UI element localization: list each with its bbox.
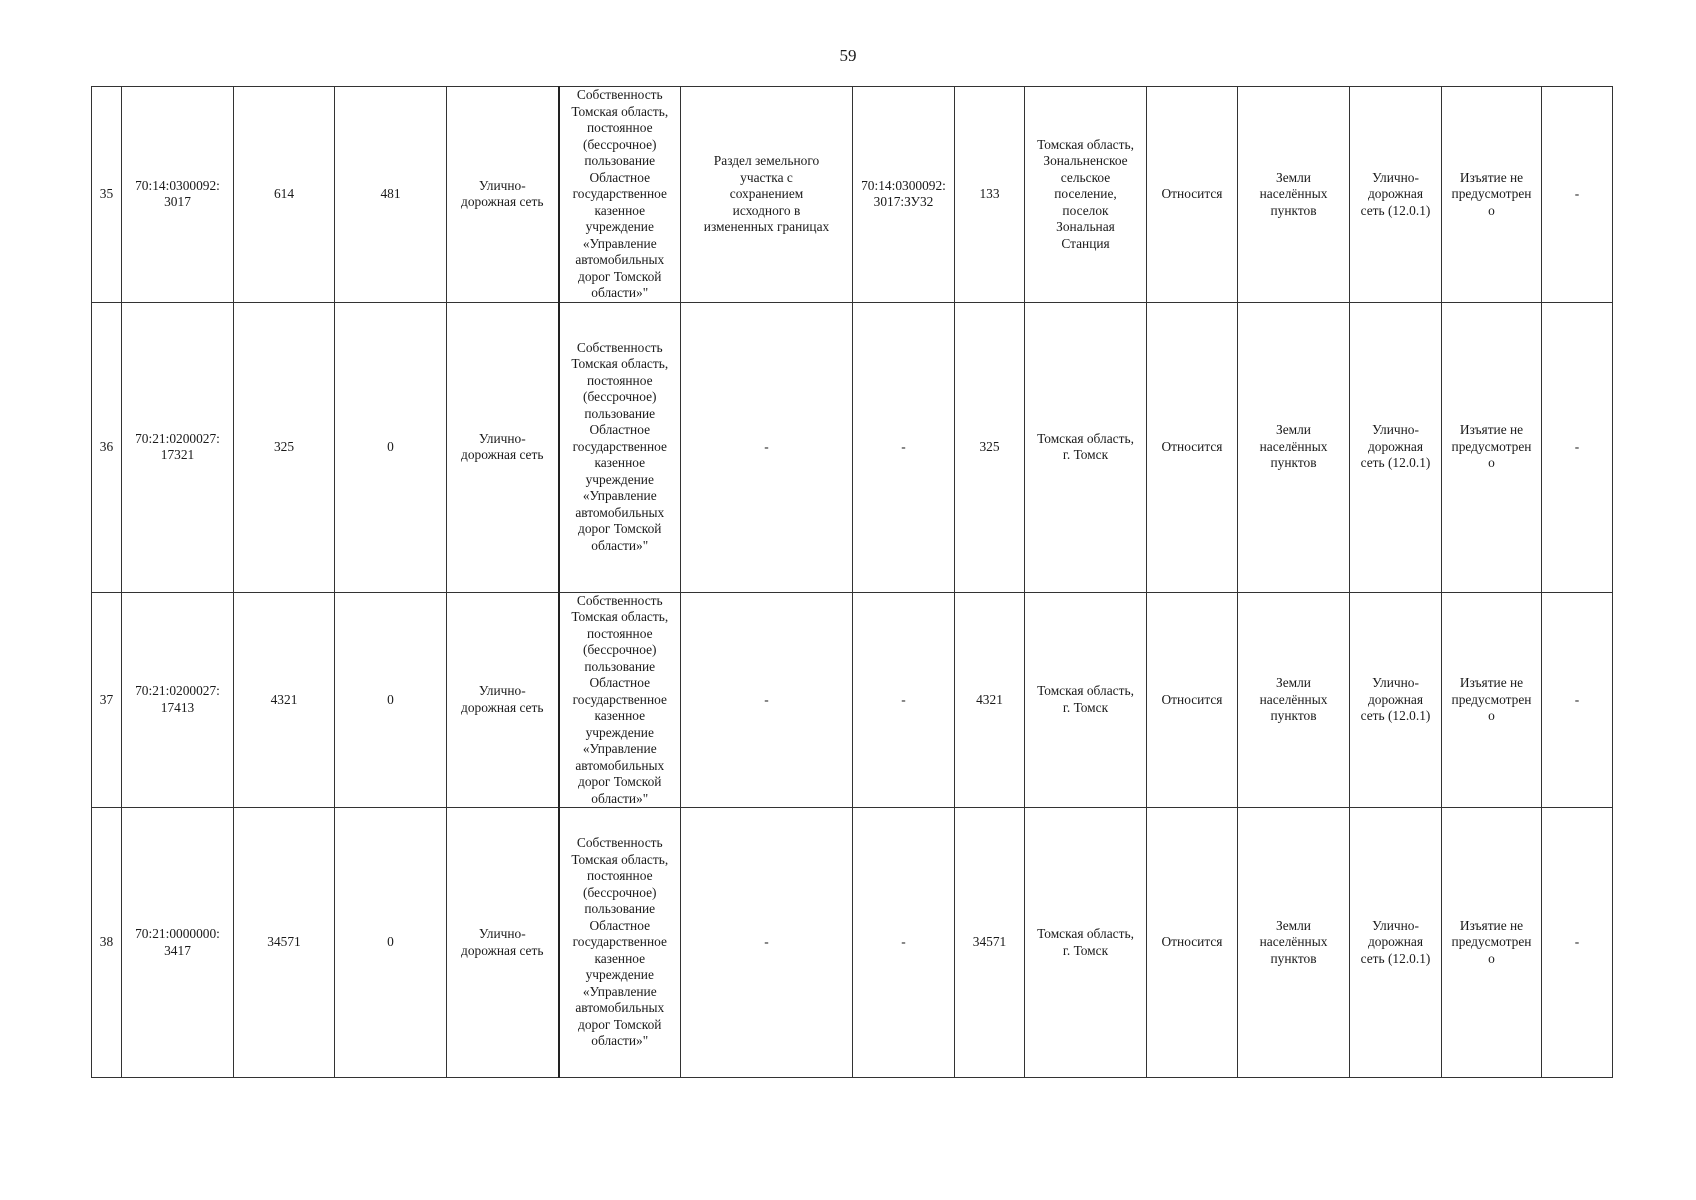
note: -	[1542, 302, 1613, 592]
permitted-use: Улично- дорожная сеть (12.0.1)	[1350, 808, 1442, 1078]
land-category: Земли населённых пунктов	[1238, 302, 1350, 592]
purpose: Улично- дорожная сеть	[447, 302, 559, 592]
table-row	[92, 808, 1613, 1078]
seizure-status: Изъятие не предусмотрен о	[1442, 87, 1542, 303]
permitted-use: Улично- дорожная сеть (12.0.1)	[1350, 87, 1442, 303]
new-plot-number: -	[853, 302, 955, 592]
note: -	[1542, 87, 1613, 303]
permitted-use: Улично- дорожная сеть (12.0.1)	[1350, 302, 1442, 592]
new-plot-area: 34571	[955, 808, 1025, 1078]
new-plot-number: -	[853, 592, 955, 808]
cadastral-number: 70:14:0300092: 3017	[122, 87, 234, 303]
total-area: 614	[234, 87, 335, 303]
owner-info: Собственность Томская область, постоянное (бессрочное) пользование Областное государственное казенное учреждение «Управление автомобильных дорог Томской области»"	[559, 302, 681, 592]
new-plot-number: 70:14:0300092: 3017:ЗУ32	[853, 87, 955, 303]
row-number: 35	[92, 87, 122, 303]
purpose: Улично- дорожная сеть	[447, 592, 559, 808]
cadastral-number: 70:21:0200027: 17413	[122, 592, 234, 808]
part-area: 0	[335, 592, 447, 808]
total-area: 325	[234, 302, 335, 592]
table-row	[92, 302, 1613, 592]
seizure-status: Изъятие не предусмотрен о	[1442, 808, 1542, 1078]
action: -	[681, 592, 853, 808]
part-area: 481	[335, 87, 447, 303]
total-area: 4321	[234, 592, 335, 808]
address: Томская область, г. Томск	[1025, 302, 1147, 592]
cadastral-number: 70:21:0000000: 3417	[122, 808, 234, 1078]
new-plot-area: 4321	[955, 592, 1025, 808]
row-number: 37	[92, 592, 122, 808]
land-plots-table	[91, 86, 1613, 1078]
relation: Относится	[1147, 808, 1238, 1078]
seizure-status: Изъятие не предусмотрен о	[1442, 302, 1542, 592]
new-plot-area: 133	[955, 87, 1025, 303]
part-area: 0	[335, 808, 447, 1078]
action: Раздел земельного участка с сохранением исходного в измененных границах	[681, 87, 853, 303]
new-plot-area: 325	[955, 302, 1025, 592]
owner-info: Собственность Томская область, постоянное (бессрочное) пользование Областное государственное казенное учреждение «Управление автомобильных дорог Томской области»"	[559, 592, 681, 808]
table-row	[92, 87, 1613, 303]
owner-info: Собственность Томская область, постоянное (бессрочное) пользование Областное государственное казенное учреждение «Управление автомобильных дорог Томской области»"	[559, 808, 681, 1078]
address: Томская область, г. Томск	[1025, 808, 1147, 1078]
relation: Относится	[1147, 87, 1238, 303]
permitted-use: Улично- дорожная сеть (12.0.1)	[1350, 592, 1442, 808]
action: -	[681, 302, 853, 592]
new-plot-number: -	[853, 808, 955, 1078]
part-area: 0	[335, 302, 447, 592]
relation: Относится	[1147, 592, 1238, 808]
purpose: Улично- дорожная сеть	[447, 808, 559, 1078]
note: -	[1542, 592, 1613, 808]
purpose: Улично- дорожная сеть	[447, 87, 559, 303]
note: -	[1542, 808, 1613, 1078]
land-category: Земли населённых пунктов	[1238, 592, 1350, 808]
total-area: 34571	[234, 808, 335, 1078]
address: Томская область, Зональненское сельское поселение, поселок Зональная Станция	[1025, 87, 1147, 303]
action: -	[681, 808, 853, 1078]
cadastral-number: 70:21:0200027: 17321	[122, 302, 234, 592]
land-category: Земли населённых пунктов	[1238, 87, 1350, 303]
table-row	[92, 592, 1613, 808]
seizure-status: Изъятие не предусмотрен о	[1442, 592, 1542, 808]
land-category: Земли населённых пунктов	[1238, 808, 1350, 1078]
owner-info: Собственность Томская область, постоянное (бессрочное) пользование Областное государственное казенное учреждение «Управление автомобильных дорог Томской области»"	[559, 87, 681, 303]
page-number: 59	[839, 46, 857, 65]
relation: Относится	[1147, 302, 1238, 592]
row-number: 36	[92, 302, 122, 592]
address: Томская область, г. Томск	[1025, 592, 1147, 808]
row-number: 38	[92, 808, 122, 1078]
